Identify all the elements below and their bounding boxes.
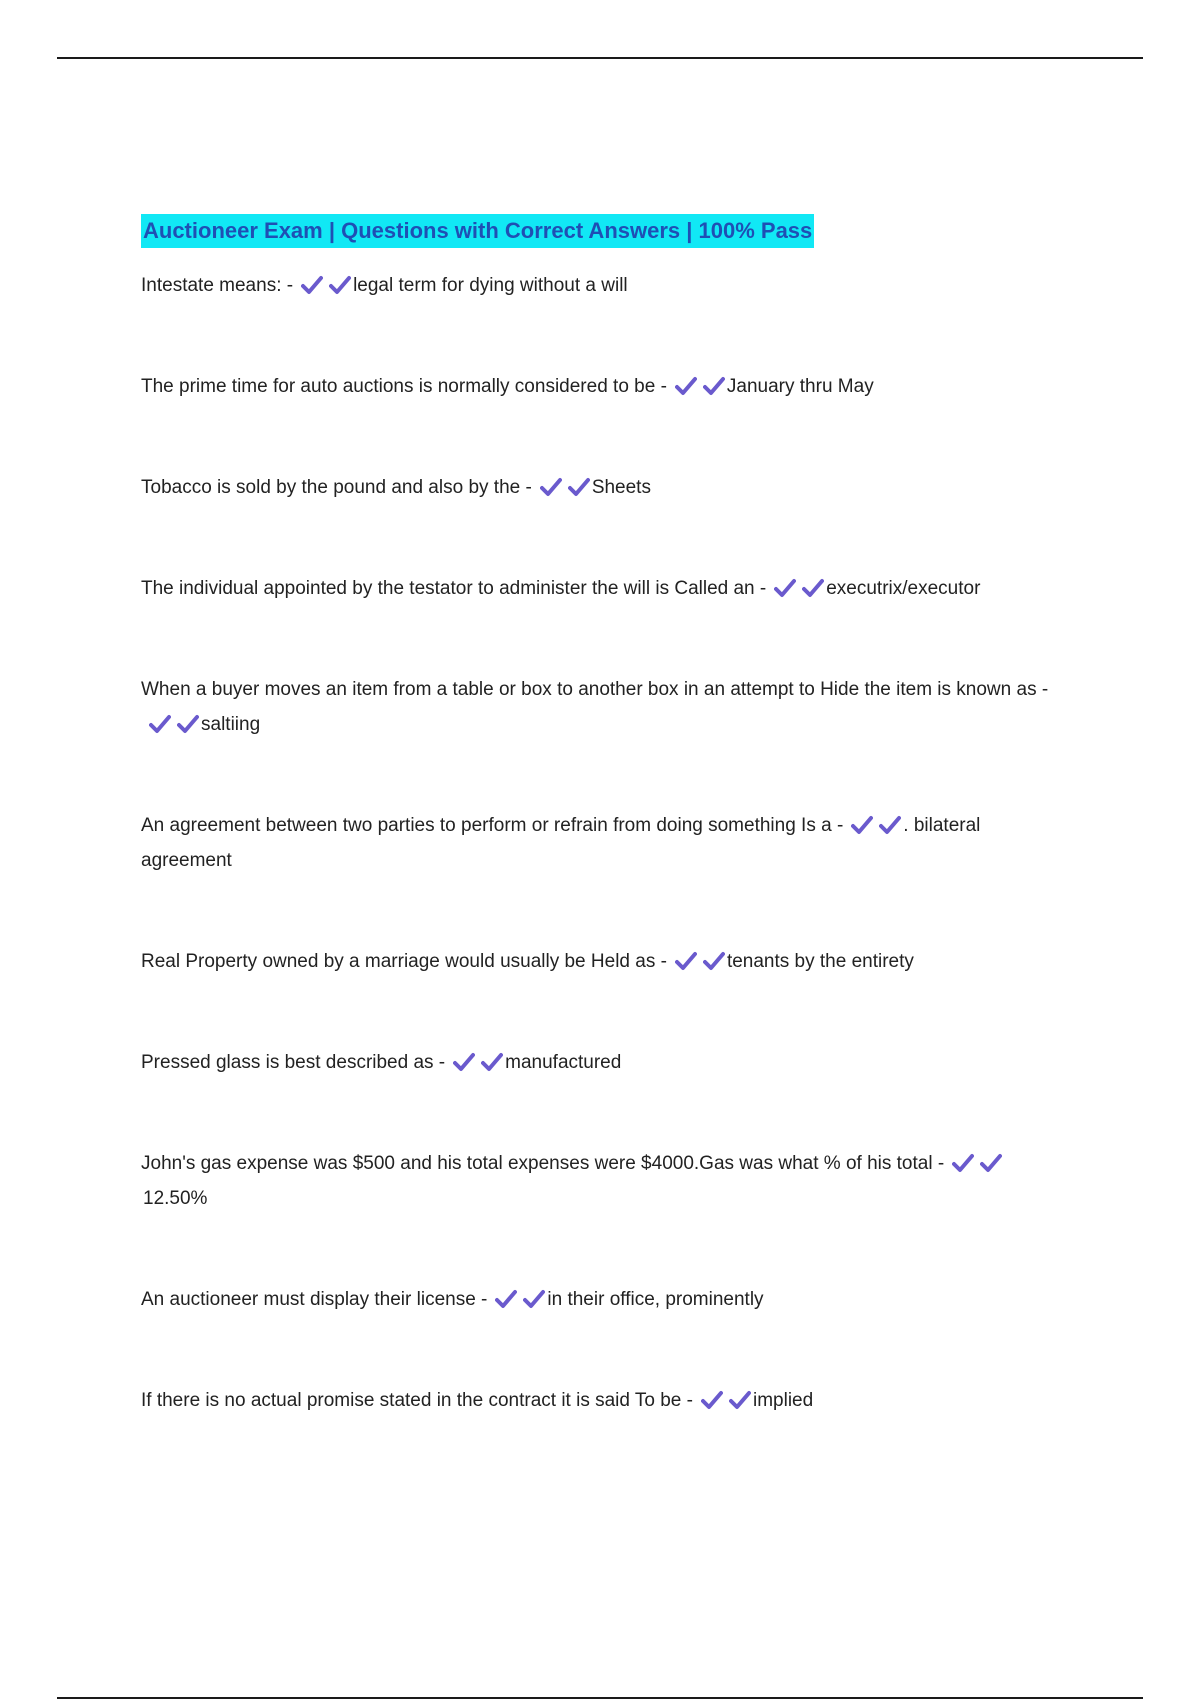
checkmark-icon	[540, 477, 562, 497]
question-text: When a buyer moves an item from a table or box to another box in an attempt to Hide the item is known as -	[141, 679, 1049, 700]
answer-text: legal term for dying without a will	[353, 275, 628, 296]
checkmark-icon	[301, 275, 323, 295]
qa-item	[141, 1383, 1061, 1418]
checkmark-icon	[703, 951, 725, 971]
qa-item	[141, 944, 1061, 979]
top-rule	[57, 57, 1143, 59]
answer-text: 12.50%	[143, 1188, 208, 1209]
question-text: John's gas expense was $500 and his total expenses were $4000.Gas was what % of his total -	[141, 1153, 945, 1174]
qa-item	[141, 1146, 1061, 1216]
question-text: Tobacco is sold by the pound and also by the -	[141, 477, 532, 498]
checkmark-icon	[703, 376, 725, 396]
answer-text: implied	[752, 1390, 814, 1411]
question-text: If there is no actual promise stated in the contract it is said To be -	[141, 1390, 693, 1411]
document-body	[141, 214, 1061, 1484]
checkmark-icon	[568, 477, 590, 497]
qa-list	[141, 268, 1061, 1418]
answer-text: executrix/executor	[826, 578, 981, 599]
question-text: The prime time for auto auctions is normally considered to be -	[141, 376, 667, 397]
checkmark-icon	[879, 815, 901, 835]
qa-item	[141, 672, 1061, 742]
answer-text: manufactured	[505, 1052, 622, 1073]
checkmark-icon	[952, 1153, 974, 1173]
answer-text: . bilateral agreement	[141, 815, 981, 871]
qa-item	[141, 808, 1061, 878]
document-title: Auctioneer Exam | Questions with Correct Answers | 100% Pass	[141, 214, 814, 248]
question-text: Intestate means: -	[141, 275, 294, 296]
answer-text: in their office, prominently	[547, 1289, 764, 1310]
answer-text: Sheets	[591, 477, 651, 498]
qa-item	[141, 1045, 1061, 1080]
checkmark-icon	[675, 376, 697, 396]
checkmark-icon	[729, 1390, 751, 1410]
checkmark-icon	[980, 1153, 1002, 1173]
question-text: Pressed glass is best described as -	[141, 1052, 446, 1073]
answer-text: tenants by the entirety	[726, 951, 914, 972]
question-text: An agreement between two parties to perform or refrain from doing something Is a -	[141, 815, 844, 836]
checkmark-icon	[177, 714, 199, 734]
qa-item	[141, 571, 1061, 606]
qa-item	[141, 369, 1061, 404]
checkmark-icon	[523, 1289, 545, 1309]
question-text: An auctioneer must display their license -	[141, 1289, 488, 1310]
checkmark-icon	[774, 578, 796, 598]
checkmark-icon	[675, 951, 697, 971]
qa-item	[141, 268, 1061, 303]
answer-text: saltiing	[201, 714, 261, 735]
checkmark-icon	[701, 1390, 723, 1410]
question-text: Real Property owned by a marriage would usually be Held as -	[141, 951, 667, 972]
checkmark-icon	[329, 275, 351, 295]
checkmark-icon	[149, 714, 171, 734]
checkmark-icon	[495, 1289, 517, 1309]
checkmark-icon	[453, 1052, 475, 1072]
checkmark-icon	[481, 1052, 503, 1072]
question-text: The individual appointed by the testator to administer the will is Called an -	[141, 578, 767, 599]
bottom-rule	[57, 1697, 1143, 1699]
qa-item	[141, 470, 1061, 505]
checkmark-icon	[851, 815, 873, 835]
qa-item	[141, 1282, 1061, 1317]
checkmark-icon	[802, 578, 824, 598]
answer-text: January thru May	[726, 376, 874, 397]
